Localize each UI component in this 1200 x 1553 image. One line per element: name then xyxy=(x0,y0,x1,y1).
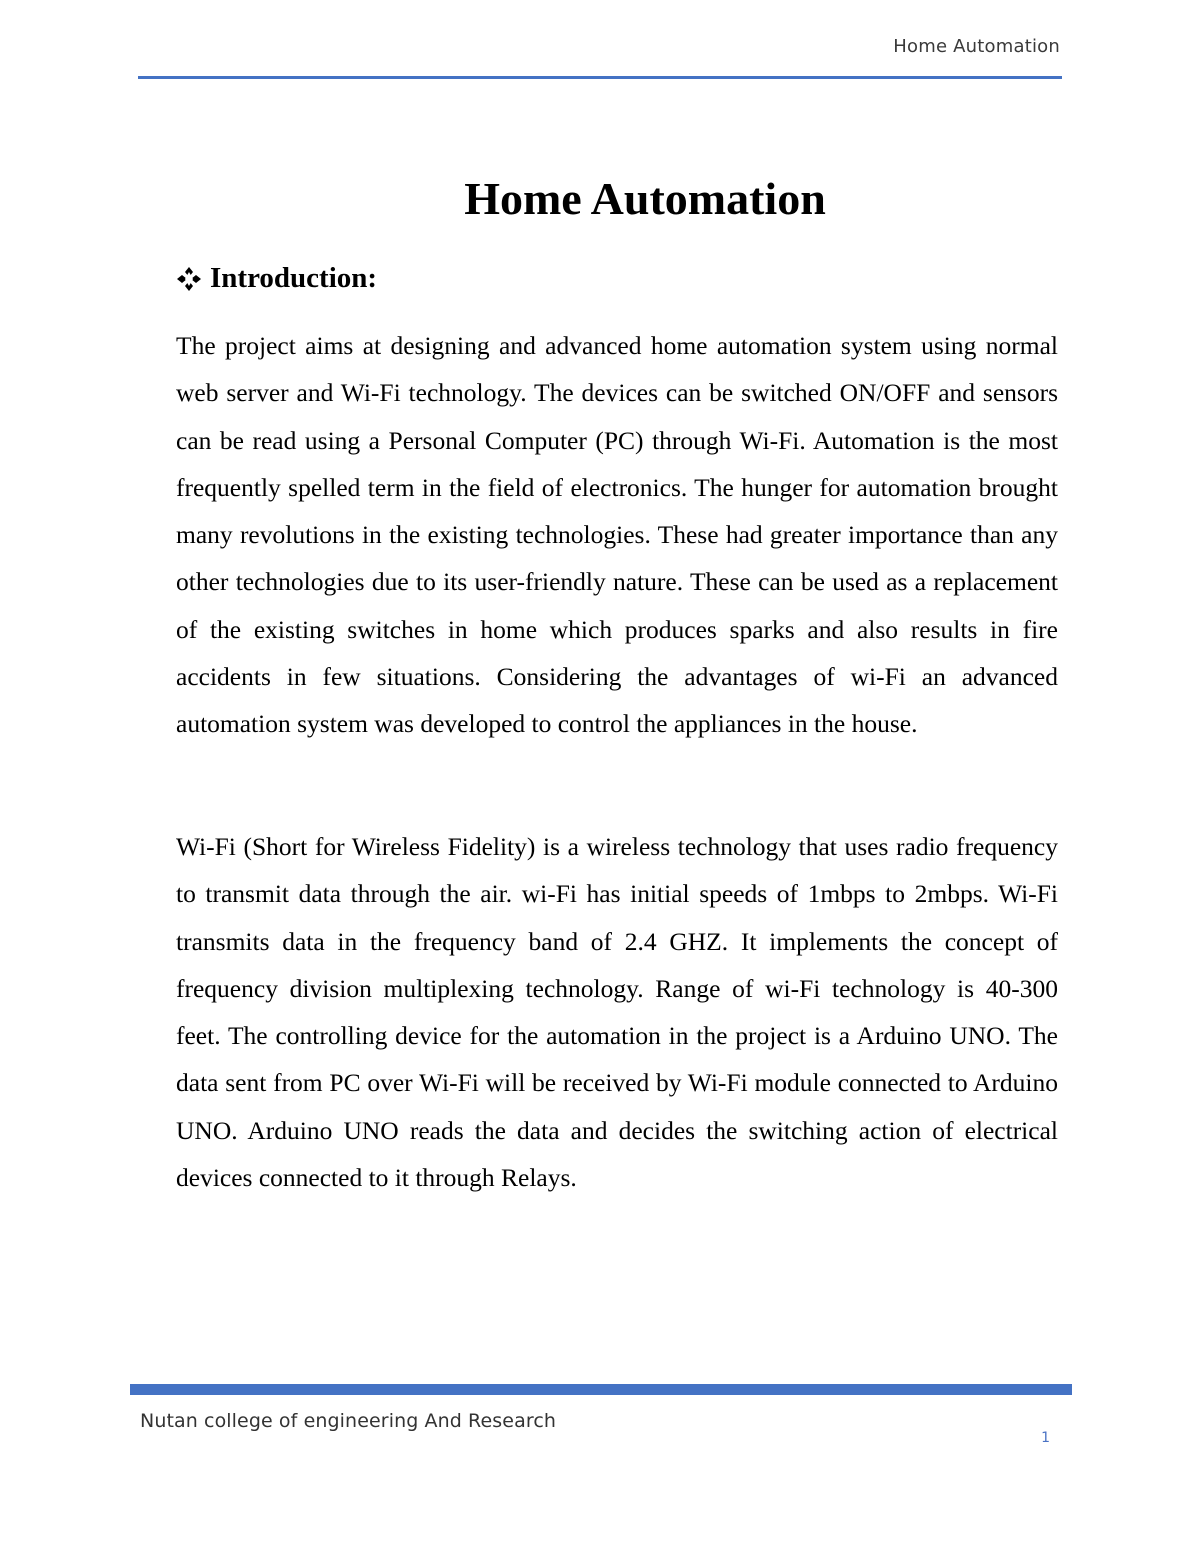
page-number: 1 xyxy=(1041,1430,1050,1446)
section-heading xyxy=(176,262,377,295)
page-title: Home Automation xyxy=(464,173,826,224)
intro-paragraph: The project aims at designing and advanced home automation system using normal web server and Wi-Fi technology. The devices can be switched ON/OFF and sensors can be read using a Personal Computer (PC) through Wi-Fi. Automation is the most frequently spelled term in the field of electronics. The hunger for automation brought many revolutions in the existing technologies. These had greater importance than any other technologies due to its user-friendly nature. These can be used as a replacement of the existing switches in home which produces sparks and also results in fire accidents in few situations. Considering the advantages of wi-Fi an advanced automation system was developed to control the appliances in the house. xyxy=(176,331,1058,739)
footer-rule xyxy=(130,1384,1072,1395)
footer-institution: Nutan college of engineering And Research xyxy=(140,1410,557,1432)
wifi-paragraph: Wi-Fi (Short for Wireless Fidelity) is a wireless technology that uses radio frequency to transmit data through the air. wi-Fi has initial speeds of 1mbps to 2mbps. Wi-Fi transmits data in the frequency band of 2.4 GHZ. It implements the concept of frequency division multiplexing technology. Range of wi-Fi technology is 40-300 feet. The controlling device for the automation in the project is a Arduino UNO. The data sent from PC over Wi-Fi will be received by Wi-Fi module connected to Arduino UNO. Arduino UNO reads the data and decides the switching action of electrical devices connected to it through Relays. xyxy=(176,832,1058,1193)
header-rule xyxy=(138,76,1062,79)
running-header: Home Automation xyxy=(893,36,1060,57)
section-heading-label: Introduction: xyxy=(210,262,378,294)
four-diamond-bullet-icon xyxy=(176,266,202,292)
